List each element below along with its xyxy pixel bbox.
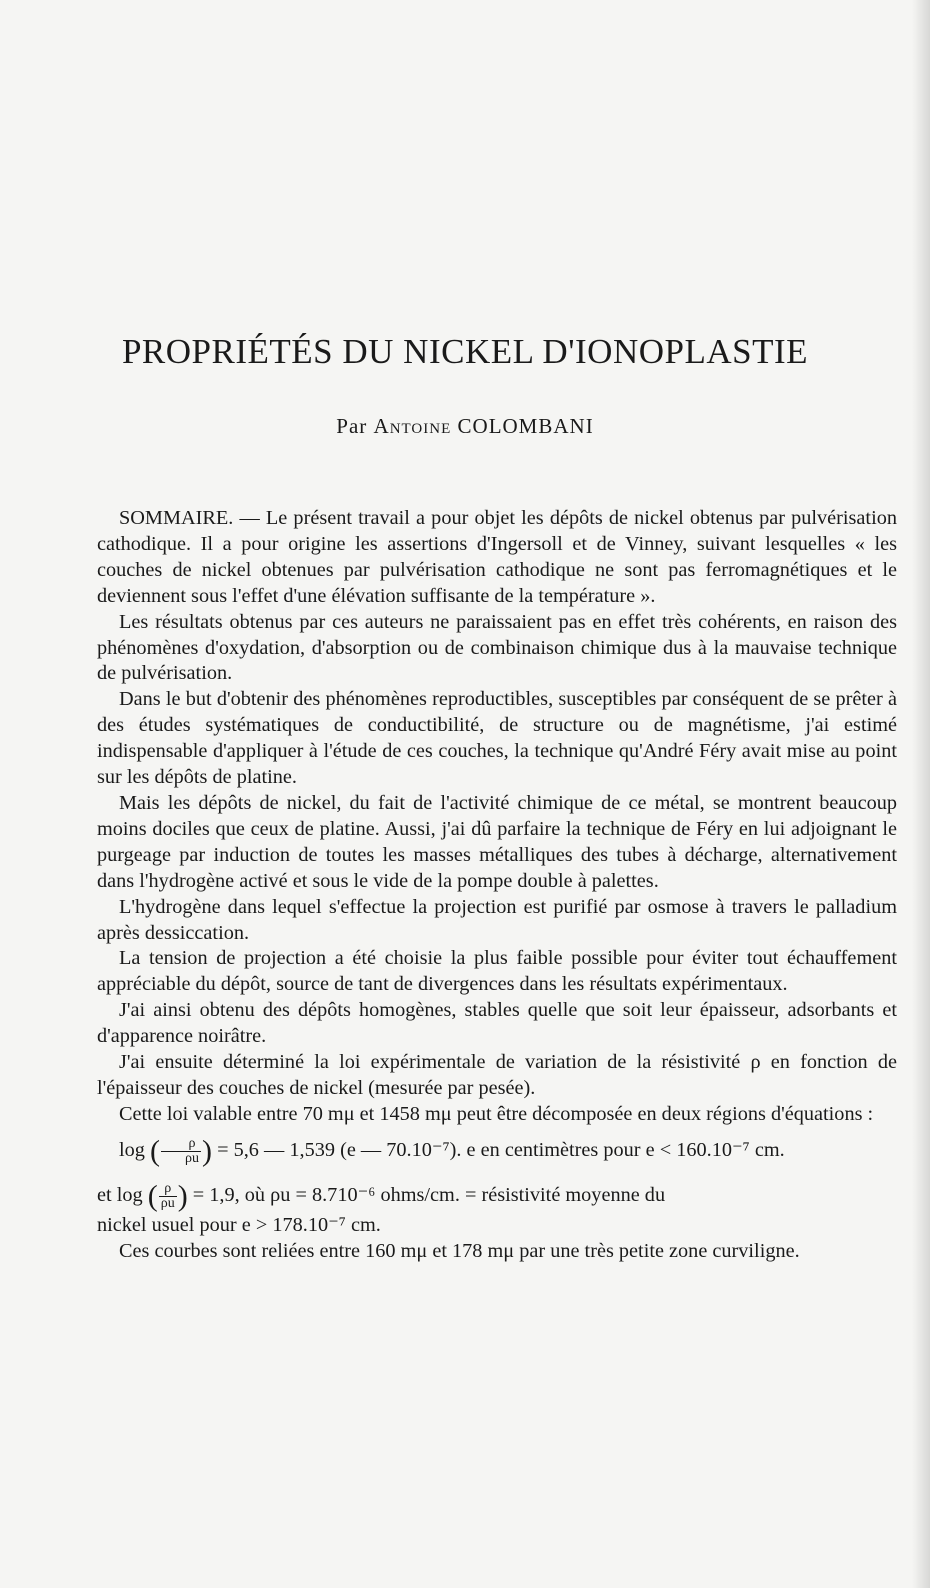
paragraph: L'hydrogène dans lequel s'effectue la projection est purifié par osmose à travers le palladium après dessiccation. [97,895,897,944]
equation-2 [97,1179,897,1213]
fraction-denominator: ρu [160,1195,175,1211]
equation-1-log: log [119,1138,145,1161]
paragraph: Mais les dépôts de nickel, du fait de l'activité chimique de ce métal, se montrent beaucoup moins dociles que ceux de platine. Aussi, j'ai dû parfaire la technique de Féry en lui adjoignant le purgeage par induction de toutes les masses métalliques des tubes à décharge, alternativement dans l'hydrogène activé et sous le vide de la pompe double à palettes. [97,791,897,892]
page-edge-shadow [912,0,930,1588]
equation-1 [97,1134,897,1168]
paragraph: Dans le but d'obtenir des phénomènes reproductibles, susceptibles par conséquent de se prêter à des études systématiques de conductibilité, de structure ou de magnétisme, j'ai estimé indispensable d'appliquer à l'étude de ces couches, la technique qu'André Féry avait mise au point sur les dépôts de platine. [97,688,897,789]
paren-close: ) [177,1179,188,1213]
author-first-name: Antoine [373,414,452,438]
equation-1-fraction [161,1137,201,1166]
equation-2-continuation: nickel usuel pour e > 178.10⁻⁷ cm. [97,1213,381,1236]
paren-open: ( [150,1134,160,1168]
equation-2-fraction [159,1182,177,1211]
author-last-name: COLOMBANI [457,414,594,438]
paragraph: Cette loi valable entre 70 mμ et 1458 mμ peut être décomposée en deux régions d'équations : [119,1102,874,1125]
fraction-numerator: ρ [159,1182,177,1197]
equation-2-lead: et log [97,1183,143,1206]
article-body [97,506,897,1265]
fraction-denominator: ρu [185,1150,199,1166]
paren-close: ) [202,1134,212,1168]
byline-prefix: Par [336,414,368,438]
article-title: PROPRIÉTÉS DU NICKEL D'IONOPLASTIE [121,332,809,371]
paren-open: ( [147,1179,158,1213]
paragraph: La tension de projection a été choisie la plus faible possible pour éviter tout échauffement appréciable du dépôt, source de tant de divergences dans les résultats expérimentaux. [97,947,897,996]
paragraph: J'ai ensuite déterminé la loi expérimentale de variation de la résistivité ρ en fonction de l'épaisseur des couches de nickel (mesurée par pesée). [97,1051,897,1099]
equation-2-rhs: = 1,9, où ρu = 8.710⁻⁶ ohms/cm. = résistivité moyenne du [192,1183,666,1206]
author-byline [0,414,930,439]
paragraph-sommaire: SOMMAIRE. — Le présent travail a pour objet les dépôts de nickel obtenus par pulvérisation cathodique. Il a pour origine les assertions d'Ingersoll et de Vinney, suivant lesquelles « les couches de nickel obtenues par pulvérisation cathodique ne sont pas ferromagnétiques et le deviennent sous l'effet d'une élévation suffisante de la température ». [97,507,897,607]
paragraph-closing: Ces courbes sont reliées entre 160 mμ et 178 mμ par une très petite zone curviligne. [119,1239,800,1262]
paragraph: J'ai ainsi obtenu des dépôts homogènes, stables quelle que soit leur épaisseur, adsorbants et d'apparence noirâtre. [97,999,897,1048]
equation-1-rhs: = 5,6 — 1,539 (e — 70.10⁻⁷). e en centimètres pour e < 160.10⁻⁷ cm. [217,1138,785,1161]
fraction-numerator: ρ [161,1137,201,1152]
paragraph: Les résultats obtenus par ces auteurs ne paraissaient pas en effet très cohérents, en raison des phénomènes d'oxydation, d'absorption ou de combinaison chimique dus à la mauvaise technique de pulvérisation. [97,610,897,685]
